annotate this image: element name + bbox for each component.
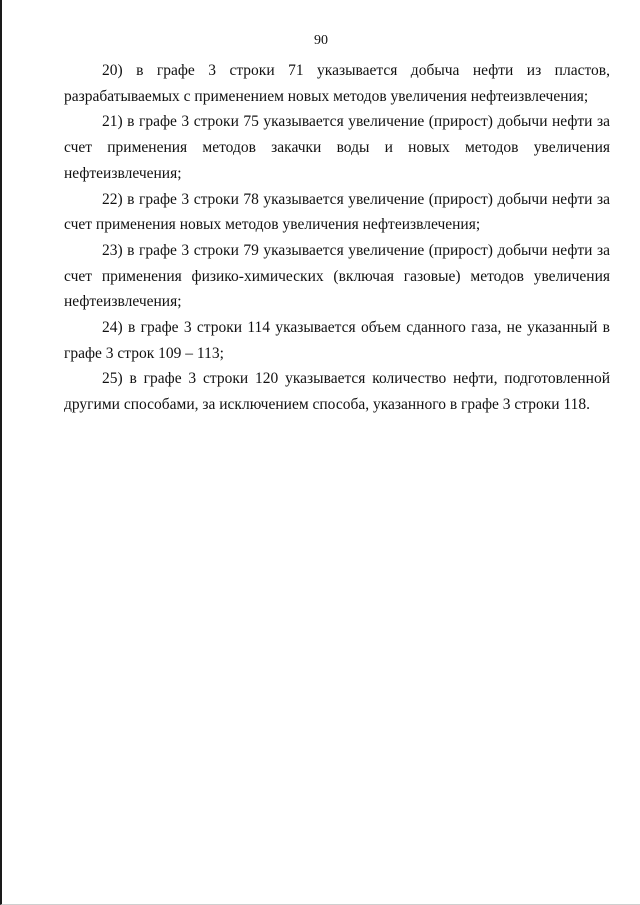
- paragraph-item-21: 21) в графе 3 строки 75 указывается увеличение (прирост) добычи нефти за счет применения методов закачки воды и новых методов увеличения нефтеизвлечения;: [64, 113, 610, 182]
- paragraph-item-20: 20) в графе 3 строки 71 указывается добыча нефти из пластов, разрабатываемых с применением новых методов увеличения нефтеизвлечения;: [64, 62, 610, 105]
- document-body: [64, 58, 610, 418]
- paragraph-item-25: 25) в графе 3 строки 120 указывается количество нефти, подготовленной другими способами, за исключением способа, указанного в графе 3 строки 118.: [64, 370, 610, 414]
- paragraph-item-22: 22) в графе 3 строки 78 указывается увеличение (прирост) добычи нефти за счет применения новых методов увеличения нефтеизвлечения;: [64, 190, 610, 234]
- page-number: 90: [314, 33, 328, 48]
- paragraph-item-24: 24) в графе 3 строки 114 указывается объем сданного газа, не указанный в графе 3 строк 109 – 113;: [64, 319, 610, 362]
- paragraph-item-23: 23) в графе 3 строки 79 указывается увеличение (прирост) добычи нефти за счет применения физико-химических (включая газовые) методов увеличения нефтеизвлечения;: [64, 241, 610, 311]
